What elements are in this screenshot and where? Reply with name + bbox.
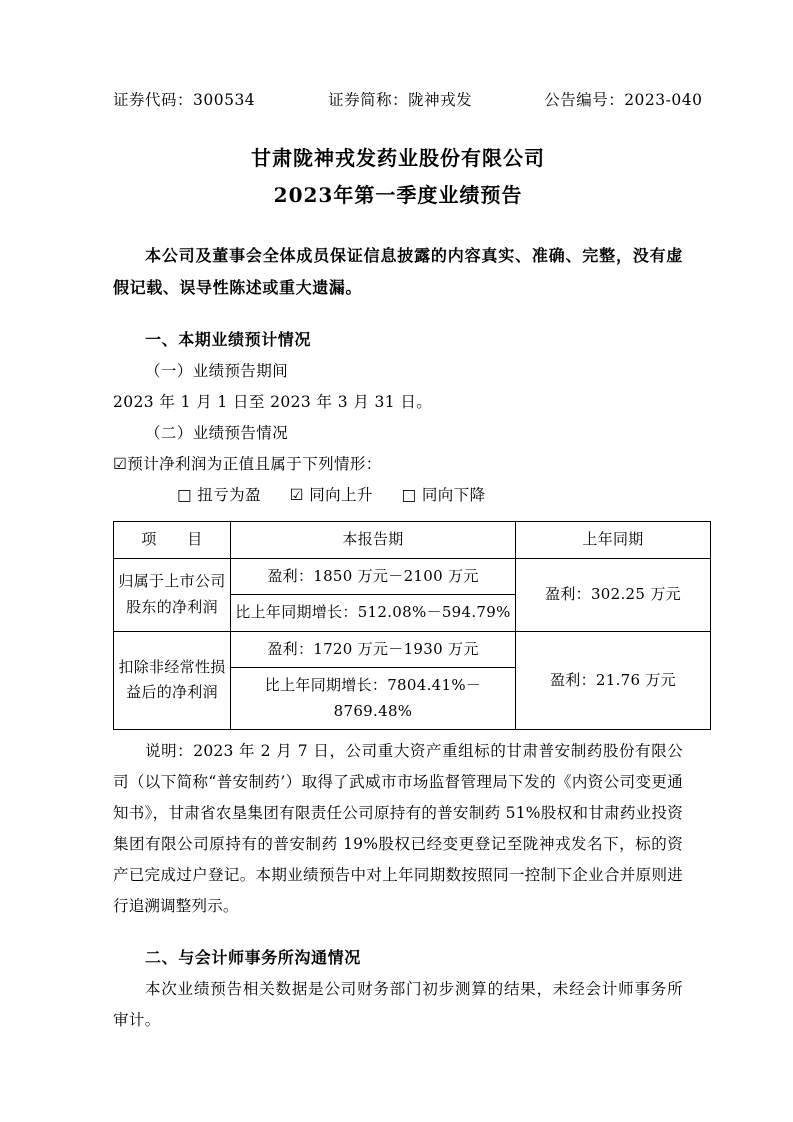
section-two-heading: 二、与会计师事务所沟通情况 — [145, 948, 361, 967]
subsection-two-heading: （二）业绩预告情况 — [145, 424, 289, 442]
forecast-period: 2023 年 1 月 1 日至 2023 年 3 月 31 日。 — [113, 393, 433, 411]
security-code: 证券代码：300534 — [113, 91, 256, 109]
row-current-profit: 盈利：1850 万元－2100 万元 — [231, 558, 516, 595]
checkbox-mark: □ — [177, 486, 193, 504]
document-header — [113, 88, 703, 110]
report-title: 2023年第一季度业绩预告 — [273, 183, 523, 207]
row-current-growth: 比上年同期增长：512.08%－594.79% — [231, 595, 516, 632]
checkbox-label: 扭亏为盈 — [197, 486, 261, 504]
subsection-one-heading: （一）业绩预告期间 — [145, 362, 289, 380]
checkbox-mark: □ — [401, 486, 417, 504]
header-cell-prior: 上年同期 — [516, 522, 711, 559]
security-name: 证券简称：陇神戎发 — [328, 91, 473, 109]
row-current-adjusted-growth: 比上年同期增长：7804.41%－8769.48% — [231, 668, 516, 730]
checkbox-option-increase[interactable] — [290, 486, 373, 504]
table-note: 说明：2023 年 2 月 7 日，公司重大资产重组标的甘肃普安制药股份有限公司（以下简称“普安制药’）取得了武威市市场监督管理局下发的《内资公司变更通知书》，甘肃省农垦集团有限责任公司原持有的普安制药 51%股权和甘肃药业投资集团有限公司原持有的普安制药 19%股权已经变更登记至陇神戎发名下，标的资产已完成过户登记。本期业绩预告中对上年同期数按照同一控制下企业合并原则进行追溯调整列示。 — [113, 742, 683, 915]
performance-table — [113, 521, 711, 730]
checkbox-label: 同向上升 — [309, 486, 373, 504]
row-prior-adjusted-profit: 盈利：21.76 万元 — [516, 631, 711, 730]
row-item-adjusted-profit: 扣除非经常性损益后的净利润 — [114, 631, 231, 730]
disclosure-statement: 本公司及董事会全体成员保证信息披露的内容真实、准确、完整，没有虚假记载、误导性陈述或重大遗漏。 — [113, 246, 683, 297]
company-title: 甘肃陇神戎发药业股份有限公司 — [251, 146, 545, 170]
table-row — [114, 631, 711, 668]
forecast-type-line: ☑预计净利润为正值且属于下列情形： — [113, 455, 382, 473]
row-item-net-profit: 归属于上市公司股东的净利润 — [114, 558, 231, 631]
checkbox-mark: ☑ — [289, 486, 304, 504]
table-header-row — [114, 522, 711, 559]
row-current-adjusted-profit: 盈利：1720 万元－1930 万元 — [231, 631, 516, 668]
checkbox-label: 同向下降 — [421, 486, 486, 504]
checkbox-option-turnaround[interactable] — [177, 486, 261, 504]
table-row — [114, 558, 711, 595]
document-content — [113, 88, 703, 1036]
section-two-text: 本次业绩预告相关数据是公司财务部门初步测算的结果，未经会计师事务所审计。 — [113, 980, 683, 1029]
notice-number: 公告编号：2023-040 — [544, 91, 703, 109]
row-prior-profit: 盈利：302.25 万元 — [516, 558, 711, 631]
header-cell-item: 项 目 — [114, 522, 231, 559]
section-one-heading: 一、本期业绩预计情况 — [145, 330, 312, 349]
checkbox-option-decrease[interactable] — [402, 486, 486, 504]
checkbox-row — [113, 480, 683, 511]
header-cell-current: 本报告期 — [231, 522, 516, 559]
